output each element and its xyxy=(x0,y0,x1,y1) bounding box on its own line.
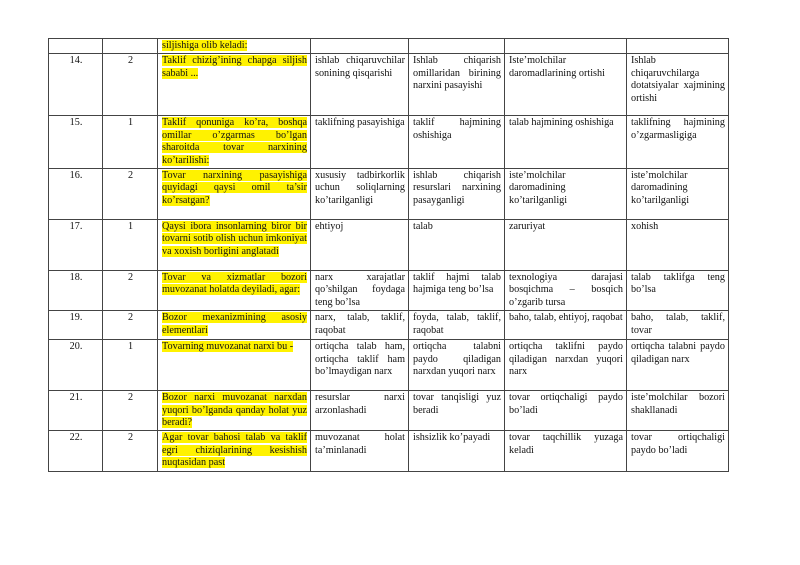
question-number: 18. xyxy=(69,272,83,284)
answer-option-b-cell xyxy=(409,340,505,391)
answer-option-c: Iste’molchilar daromadlarining ortishi xyxy=(509,55,605,79)
question-number-cell xyxy=(49,391,103,431)
answer-option-c: baho, talab, ehtiyoj, raqobat xyxy=(509,312,623,324)
question-version-cell xyxy=(103,271,158,311)
answer-option-a-cell xyxy=(311,271,409,311)
question-version: 1 xyxy=(127,117,134,129)
answer-option-b: foyda, talab, taklif, raqobat xyxy=(413,312,501,336)
answer-option-d: talab taklifga teng bo’lsa xyxy=(631,272,725,296)
answer-option-d: taklifning hajmining o’zgarmasligiga xyxy=(631,117,725,141)
question-number: 22. xyxy=(69,432,83,444)
table-row xyxy=(49,116,729,169)
answer-option-a-cell xyxy=(311,54,409,116)
question-text-cell xyxy=(158,431,311,471)
answer-option-a-cell xyxy=(311,311,409,340)
question-number-cell xyxy=(49,116,103,169)
answer-option-a: ishlab chiqaruvchilar sonining qisqarishi xyxy=(315,55,405,79)
question-version: 1 xyxy=(127,221,134,233)
answer-option-c-cell xyxy=(505,169,627,220)
question-version: 2 xyxy=(127,392,134,404)
answer-option-a: resurslar narxi arzonlashadi xyxy=(315,392,405,416)
question-text: Qaysi ibora insonlarning biror bir tovarni sotib olish uchun imkoniyat va xoxish borligini anglatadi xyxy=(162,221,307,257)
answer-option-c: tovar taqchillik yuzaga keladi xyxy=(509,432,623,456)
table-body xyxy=(49,39,729,472)
question-text-cell xyxy=(158,220,311,271)
answer-option-a: narx xarajatlar qo’shilgan foydaga teng bo’lsa xyxy=(315,272,405,308)
question-text-cell xyxy=(158,39,311,54)
question-version-cell xyxy=(103,39,158,54)
question-text: Bozor narxi muvozanat narxdan yuqori bo’lganda qanday holat yuz beradi? xyxy=(162,392,307,429)
question-text: Taklif qonuniga ko’ra, boshqa omillar o’zgarmas bo’lgan sharoitda tovar narxining ko’tarilishi: xyxy=(162,117,307,166)
answer-option-b: taklif hajmining oshishiga xyxy=(413,117,501,141)
answer-option-d: ortiqcha talabni paydo qiladigan narx xyxy=(631,341,725,365)
answer-option-c: zaruriyat xyxy=(509,221,546,233)
table-row xyxy=(49,340,729,391)
answer-option-a-cell xyxy=(311,169,409,220)
question-version-cell xyxy=(103,311,158,340)
answer-option-b: tovar tanqisligi yuz beradi xyxy=(413,392,501,416)
question-number-cell xyxy=(49,54,103,116)
question-text: siljishiga olib keladi: xyxy=(162,40,248,51)
answer-option-b-cell xyxy=(409,169,505,220)
answer-option-d: Ishlab chiqaruvchilarga dotatsiyalar xajmining ortishi xyxy=(631,55,725,104)
question-text-cell xyxy=(158,116,311,169)
table-row xyxy=(49,431,729,471)
question-number-cell xyxy=(49,311,103,340)
answer-option-d-cell xyxy=(627,39,729,54)
table-row xyxy=(49,220,729,271)
question-version: 2 xyxy=(127,432,134,444)
answer-option-b-cell xyxy=(409,54,505,116)
answer-option-c-cell xyxy=(505,54,627,116)
question-version-cell xyxy=(103,116,158,169)
answer-option-b: Ishlab chiqarish omillaridan birining narxini pasayishi xyxy=(413,55,501,92)
answer-option-c-cell xyxy=(505,391,627,431)
question-number-cell xyxy=(49,340,103,391)
answer-option-b-cell xyxy=(409,271,505,311)
question-version-cell xyxy=(103,54,158,116)
table-row xyxy=(49,391,729,431)
question-text-cell xyxy=(158,340,311,391)
question-version: 1 xyxy=(127,341,134,353)
answer-option-d: iste’molchilar bozori shakllanadi xyxy=(631,392,725,416)
question-number-cell xyxy=(49,169,103,220)
answer-option-d-cell xyxy=(627,340,729,391)
question-number-cell xyxy=(49,220,103,271)
question-version-cell xyxy=(103,340,158,391)
answer-option-a: muvozanat holat ta’minlanadi xyxy=(315,432,405,456)
answer-option-d-cell xyxy=(627,54,729,116)
answer-option-d-cell xyxy=(627,391,729,431)
answer-option-a-cell xyxy=(311,116,409,169)
answer-option-d: baho, talab, taklif, tovar xyxy=(631,312,725,336)
question-number: 21. xyxy=(69,392,83,404)
answer-option-b-cell xyxy=(409,39,505,54)
table-row xyxy=(49,169,729,220)
question-number: 14. xyxy=(69,55,83,67)
answer-option-d: xohish xyxy=(631,221,659,233)
question-text-cell xyxy=(158,271,311,311)
answer-option-a: xususiy tadbirkorlik uchun soliqlarning ko’tarilganligi xyxy=(315,170,405,206)
answer-option-b-cell xyxy=(409,391,505,431)
table-row xyxy=(49,311,729,340)
question-version-cell xyxy=(103,431,158,471)
answer-option-b: ortiqcha talabni paydo qiladigan narxdan yuqori narx xyxy=(413,341,501,378)
answer-option-a-cell xyxy=(311,39,409,54)
question-text-cell xyxy=(158,391,311,431)
question-version: 2 xyxy=(127,170,134,182)
answer-option-c-cell xyxy=(505,271,627,311)
test-questions-table xyxy=(48,38,729,472)
question-version: 2 xyxy=(127,312,134,324)
answer-option-d: tovar ortiqchaligi paydo bo’ladi xyxy=(631,432,725,456)
answer-option-a-cell xyxy=(311,391,409,431)
answer-option-c-cell xyxy=(505,116,627,169)
answer-option-a: narx, talab, taklif, raqobat xyxy=(315,312,405,336)
answer-option-a-cell xyxy=(311,220,409,271)
answer-option-b-cell xyxy=(409,220,505,271)
answer-option-c: ortiqcha taklifni paydo qiladigan narxdan yuqori narx xyxy=(509,341,623,378)
question-text: Taklif chizig’ining chapga siljish sababi ... xyxy=(162,55,307,79)
question-version-cell xyxy=(103,220,158,271)
answer-option-b: ishsizlik ko’payadi xyxy=(413,432,491,444)
question-number-cell xyxy=(49,39,103,54)
answer-option-c: texnologiya darajasi bosqichma – bosqich o’zgarib tursa xyxy=(509,272,623,308)
answer-option-a: taklifning pasayishiga xyxy=(315,117,405,129)
answer-option-c-cell xyxy=(505,340,627,391)
question-number: 17. xyxy=(69,221,83,233)
question-number: 19. xyxy=(69,312,83,324)
question-text-cell xyxy=(158,54,311,116)
answer-option-c: talab hajmining oshishiga xyxy=(509,117,614,129)
question-text: Tovarning muvozanat narxi bu - xyxy=(162,341,294,353)
answer-option-a: ortiqcha talab ham, ortiqcha taklif ham bo’lmaydigan narx xyxy=(315,341,405,378)
answer-option-b-cell xyxy=(409,431,505,471)
answer-option-a-cell xyxy=(311,431,409,471)
answer-option-c: tovar ortiqchaligi paydo bo’ladi xyxy=(509,392,623,416)
table-row xyxy=(49,271,729,311)
question-text-cell xyxy=(158,169,311,220)
question-number: 20. xyxy=(69,341,83,353)
question-text: Agar tovar bahosi talab va taklif egri chiziqlarining kesishish nuqtasidan past xyxy=(162,432,307,469)
question-text: Tovar va xizmatlar bozori muvozanat holatda deyiladi, agar: xyxy=(162,272,307,296)
answer-option-c-cell xyxy=(505,220,627,271)
question-version: 2 xyxy=(127,55,134,67)
answer-option-d-cell xyxy=(627,169,729,220)
answer-option-a-cell xyxy=(311,340,409,391)
question-number-cell xyxy=(49,271,103,311)
question-number: 16. xyxy=(69,170,83,182)
question-version-cell xyxy=(103,169,158,220)
answer-option-d-cell xyxy=(627,311,729,340)
question-text: Bozor mexanizmining asosiy elementlari xyxy=(162,312,307,336)
table-row xyxy=(49,39,729,54)
answer-option-d-cell xyxy=(627,431,729,471)
answer-option-b: ishlab chiqarish resurslari narxining pasayganligi xyxy=(413,170,501,206)
answer-option-b: talab xyxy=(413,221,433,233)
answer-option-b-cell xyxy=(409,116,505,169)
answer-option-c: iste’molchilar daromadining ko’tarilganligi xyxy=(509,170,568,206)
question-text-cell xyxy=(158,311,311,340)
question-number: 15. xyxy=(69,117,83,129)
answer-option-d-cell xyxy=(627,116,729,169)
question-number-cell xyxy=(49,431,103,471)
answer-option-c-cell xyxy=(505,39,627,54)
answer-option-d-cell xyxy=(627,271,729,311)
table-row xyxy=(49,54,729,116)
answer-option-c-cell xyxy=(505,431,627,471)
question-version-cell xyxy=(103,391,158,431)
answer-option-d-cell xyxy=(627,220,729,271)
answer-option-b-cell xyxy=(409,311,505,340)
question-text: Tovar narxining pasayishiga quyidagi qaysi omil ta’sir ko’rsatgan? xyxy=(162,170,307,206)
answer-option-b: taklif hajmi talab hajmiga teng bo’lsa xyxy=(413,272,501,296)
question-version: 2 xyxy=(127,272,134,284)
answer-option-c-cell xyxy=(505,311,627,340)
answer-option-d: iste’molchilar daromadining ko’tarilganligi xyxy=(631,170,690,206)
answer-option-a: ehtiyoj xyxy=(315,221,344,233)
